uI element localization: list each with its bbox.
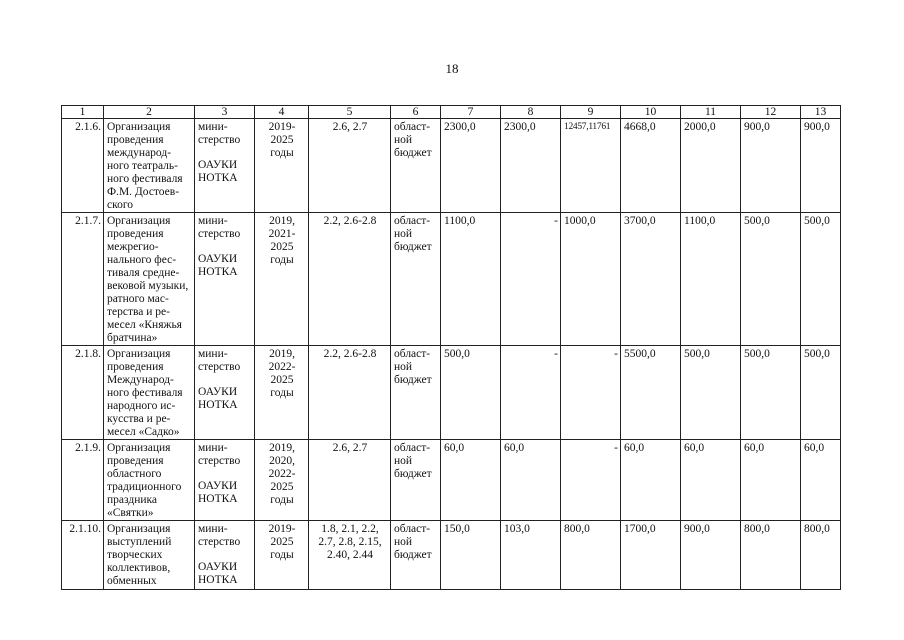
value-col8: - — [501, 346, 561, 440]
table-row — [62, 521, 841, 590]
column-header: 10 — [621, 106, 681, 119]
value-col11: 2000,0 — [681, 119, 741, 213]
value-col11: 1100,0 — [681, 213, 741, 346]
value-col12: 500,0 — [741, 213, 801, 346]
indicators: 2.6, 2.7 — [309, 119, 391, 213]
table-row — [62, 346, 841, 440]
row-number: 2.1.10. — [62, 521, 104, 590]
funding-source: област-ной бюджет — [391, 440, 441, 521]
table-row — [62, 440, 841, 521]
value-col13: 500,0 — [801, 346, 841, 440]
value-col10: 1700,0 — [621, 521, 681, 590]
years: 2019, 2020, 2022-2025 годы — [255, 440, 309, 521]
value-col13: 500,0 — [801, 213, 841, 346]
value-col7: 60,0 — [441, 440, 501, 521]
value-col12: 60,0 — [741, 440, 801, 521]
funding-source: област-ной бюджет — [391, 346, 441, 440]
column-header: 1 — [62, 106, 104, 119]
column-header: 3 — [195, 106, 255, 119]
column-header: 4 — [255, 106, 309, 119]
value-col8: - — [501, 213, 561, 346]
executor-ministry: мини-стерство — [198, 215, 241, 240]
activity-name: Организация выступлений творческих коллективов, обменных — [104, 521, 195, 590]
executor-org: ОАУКИ НОТКА — [198, 253, 238, 278]
value-col11: 900,0 — [681, 521, 741, 590]
row-number: 2.1.6. — [62, 119, 104, 213]
years: 2019-2025 годы — [255, 119, 309, 213]
value-col10: 3700,0 — [621, 213, 681, 346]
executor-ministry: мини-стерство — [198, 121, 241, 146]
executor — [195, 346, 255, 440]
value-col7: 2300,0 — [441, 119, 501, 213]
indicators: 2.6, 2.7 — [309, 440, 391, 521]
value-col7: 150,0 — [441, 521, 501, 590]
value-col10: 5500,0 — [621, 346, 681, 440]
value-col13: 800,0 — [801, 521, 841, 590]
header-row — [62, 106, 841, 119]
funding-source: област-ной бюджет — [391, 119, 441, 213]
value-col11: 500,0 — [681, 346, 741, 440]
executor — [195, 521, 255, 590]
column-header: 9 — [561, 106, 621, 119]
row-number: 2.1.8. — [62, 346, 104, 440]
funding-source: област-ной бюджет — [391, 521, 441, 590]
column-header: 8 — [501, 106, 561, 119]
value-col9: 800,0 — [561, 521, 621, 590]
executor-org: ОАУКИ НОТКА — [198, 386, 238, 411]
years: 2019-2025 годы — [255, 521, 309, 590]
value-col13: 60,0 — [801, 440, 841, 521]
row-number: 2.1.9. — [62, 440, 104, 521]
row-number: 2.1.7. — [62, 213, 104, 346]
activity-name: Организация проведения Международ-ного фестиваля народного ис-кусства и ре-месел «Садко» — [104, 346, 195, 440]
value-col10: 4668,0 — [621, 119, 681, 213]
value-col12: 800,0 — [741, 521, 801, 590]
executor — [195, 440, 255, 521]
executor — [195, 119, 255, 213]
executor-ministry: мини-стерство — [198, 348, 241, 373]
value-col9: - — [561, 440, 621, 521]
value-col8: 2300,0 — [501, 119, 561, 213]
activity-name: Организация проведения межрегио-нального фес-тиваля средне-вековой музыки, ратного мас-терства и ре-месел «Княжья братчина» — [104, 213, 195, 346]
value-col9: 12457,11761 — [561, 119, 621, 213]
value-col8: 60,0 — [501, 440, 561, 521]
column-header: 7 — [441, 106, 501, 119]
years: 2019, 2022-2025 годы — [255, 346, 309, 440]
executor-org: ОАУКИ НОТКА — [198, 561, 238, 586]
table-row — [62, 213, 841, 346]
column-header: 12 — [741, 106, 801, 119]
value-col9: - — [561, 346, 621, 440]
executor-ministry: мини-стерство — [198, 523, 241, 548]
table-row — [62, 119, 841, 213]
column-header: 13 — [801, 106, 841, 119]
funding-source: област-ной бюджет — [391, 213, 441, 346]
value-col13: 900,0 — [801, 119, 841, 213]
value-col12: 900,0 — [741, 119, 801, 213]
executor-ministry: мини-стерство — [198, 442, 241, 467]
executor-org: ОАУКИ НОТКА — [198, 480, 238, 505]
indicators: 2.2, 2.6-2.8 — [309, 213, 391, 346]
value-col7: 1100,0 — [441, 213, 501, 346]
program-activities-table — [61, 105, 841, 590]
page-number: 18 — [445, 61, 459, 76]
value-col8: 103,0 — [501, 521, 561, 590]
indicators: 1.8, 2.1, 2.2, 2.7, 2.8, 2.15, 2.40, 2.44 — [309, 521, 391, 590]
value-col7: 500,0 — [441, 346, 501, 440]
activity-name: Организация проведения областного традиционного праздника «Святки» — [104, 440, 195, 521]
value-col10: 60,0 — [621, 440, 681, 521]
column-header: 6 — [391, 106, 441, 119]
activity-name: Организация проведения международ-ного театраль-ного фестиваля Ф.М. Достоев-ского — [104, 119, 195, 213]
value-col11: 60,0 — [681, 440, 741, 521]
years: 2019, 2021-2025 годы — [255, 213, 309, 346]
value-col9: 1000,0 — [561, 213, 621, 346]
column-header: 2 — [104, 106, 195, 119]
executor — [195, 213, 255, 346]
value-col12: 500,0 — [741, 346, 801, 440]
indicators: 2.2, 2.6-2.8 — [309, 346, 391, 440]
column-header: 11 — [681, 106, 741, 119]
column-header: 5 — [309, 106, 391, 119]
executor-org: ОАУКИ НОТКА — [198, 159, 238, 184]
